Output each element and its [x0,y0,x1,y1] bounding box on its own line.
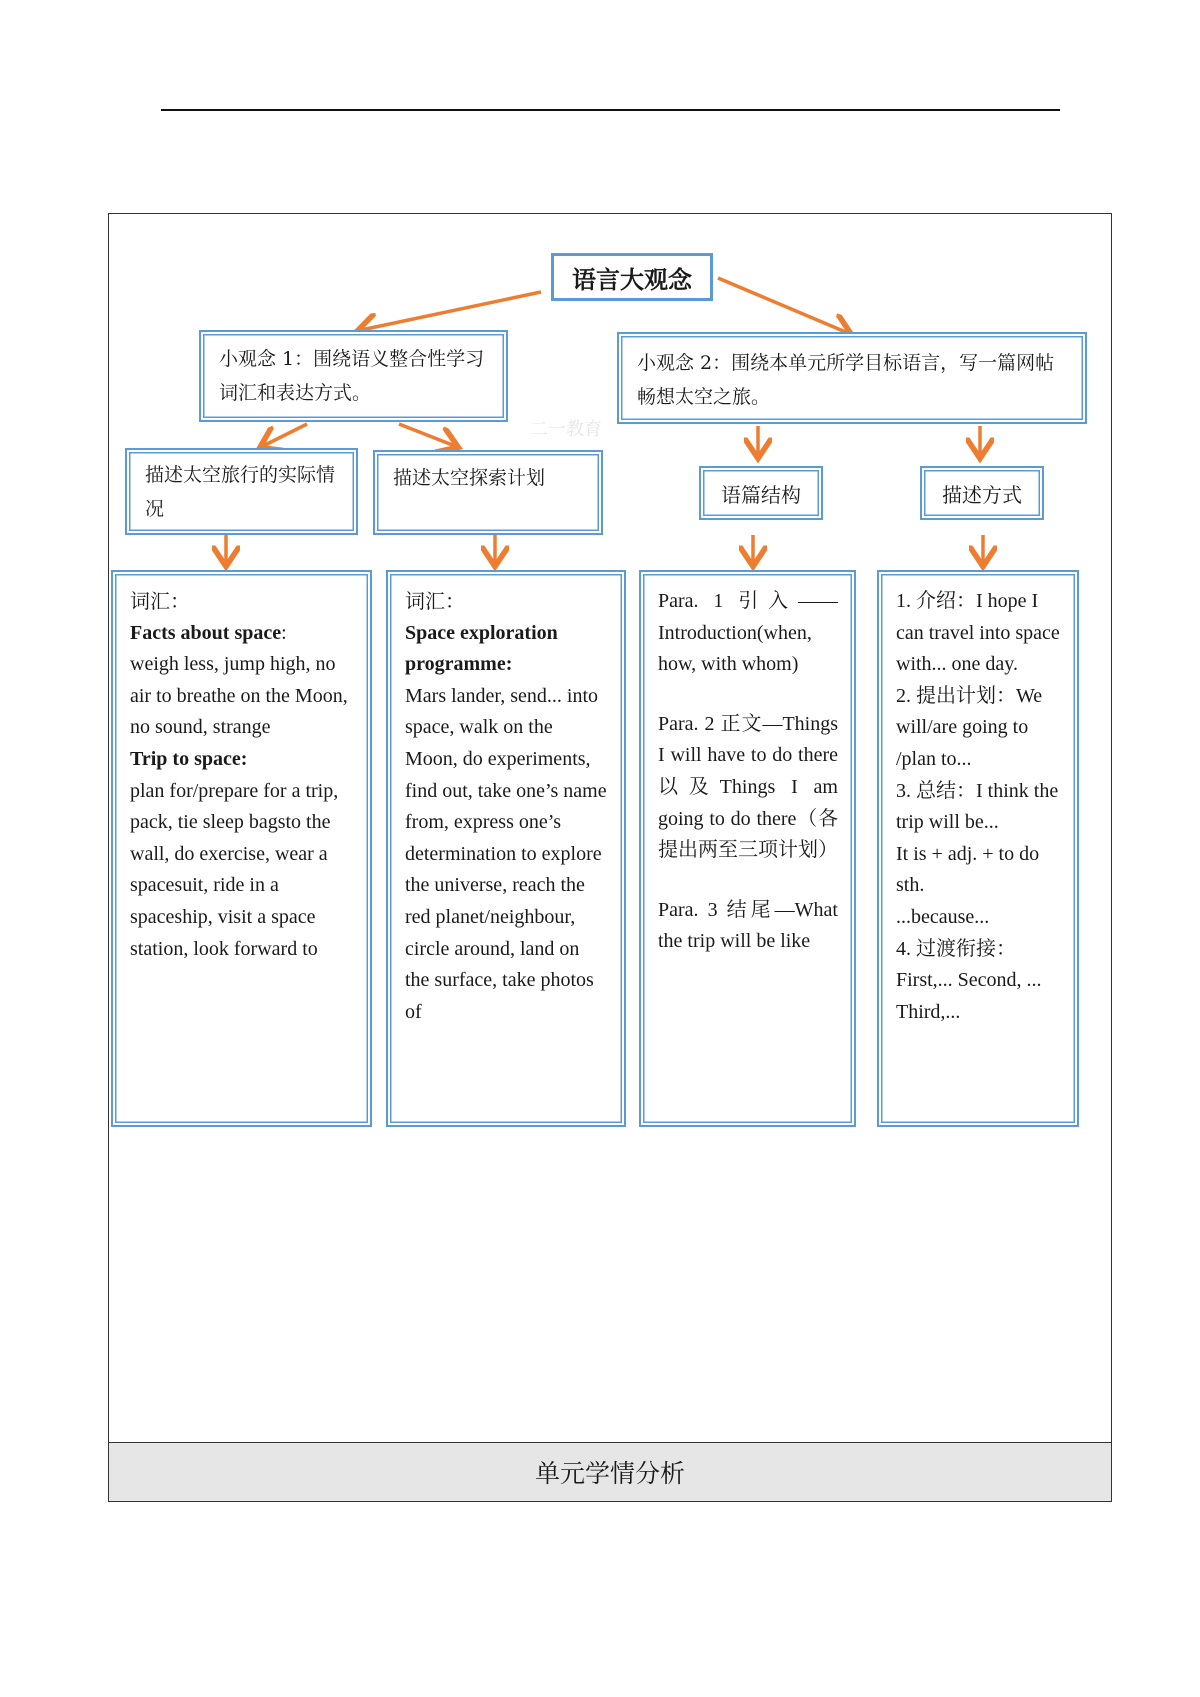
col4-item3c: ...because... [896,905,990,928]
col1-group1-colon: : [281,621,287,644]
col4-item3b: It is + adj. + to do sth. [896,842,1040,897]
col2-box [386,570,626,1127]
col4-item4b: First,... Second, ... Third,... [896,969,1042,1023]
col2-group-title: Space exploration programme: [405,621,558,676]
col4-box [877,570,1079,1127]
col1-group1-text: weigh less, jump high, no air to breathe on the Moon, no sound, strange [130,653,348,739]
col4-item2: 2. 提出计划：We will/are going to /plan to... [896,684,1043,770]
idea1-box: 小观念 1：围绕语义整合性学习词汇和表达方式。 [199,330,508,422]
sub4-box: 描述方式 [920,466,1044,520]
col3-spacer [658,681,838,709]
section-heading-analysis: 单元学情分析 [108,1442,1112,1502]
col3-para3: Para. 3 结尾—What the trip will be like [658,898,838,953]
sub3-box: 语篇结构 [699,466,823,520]
col1-group1-title: Facts about space [130,621,282,644]
watermark: 二一教育 [530,419,602,440]
idea2-box: 小观念 2：围绕本单元所学目标语言，写一篇网帖畅想太空之旅。 [617,332,1087,424]
col1-group2-title: Trip to space: [130,747,248,770]
col1-heading: 词汇： [130,589,190,613]
root-concept-box: 语言大观念 [551,253,713,301]
sub1-box: 描述太空旅行的实际情况 [125,448,358,535]
sub2-box: 描述太空探索计划 [373,450,603,535]
col2-heading: 词汇： [405,589,465,613]
col4-item1: 1. 介绍：I hope I can travel into space with... one day. [896,590,1060,676]
col1-box [111,570,372,1127]
col1-group2-text: plan for/prepare for a trip, pack, tie sleep bagsto the wall, do exercise, wear a spacesuit, ride in a spaceship, visit a space station, look forward to [130,779,339,960]
col2-group-text: Mars lander, send... into space, walk on the Moon, do experiments, find out, take one’s name from, express one’s determination to explore the universe, reach the red planet/neighbour, circle around, land on the surface, take photos of [405,684,607,1023]
col3-spacer [658,867,838,895]
col3-para2: Para. 2 正文—Things I will have to do there 以及Things I am going to do there（各提出两至三项计划） [658,712,838,862]
col3-box [639,570,856,1127]
col4-item3: 3. 总结：I think the trip will be... [896,779,1059,834]
col4-item4: 4. 过渡衔接： [896,937,1016,960]
col3-para1: Para. 1 引入——Introduction(when, how, with whom) [658,590,838,676]
